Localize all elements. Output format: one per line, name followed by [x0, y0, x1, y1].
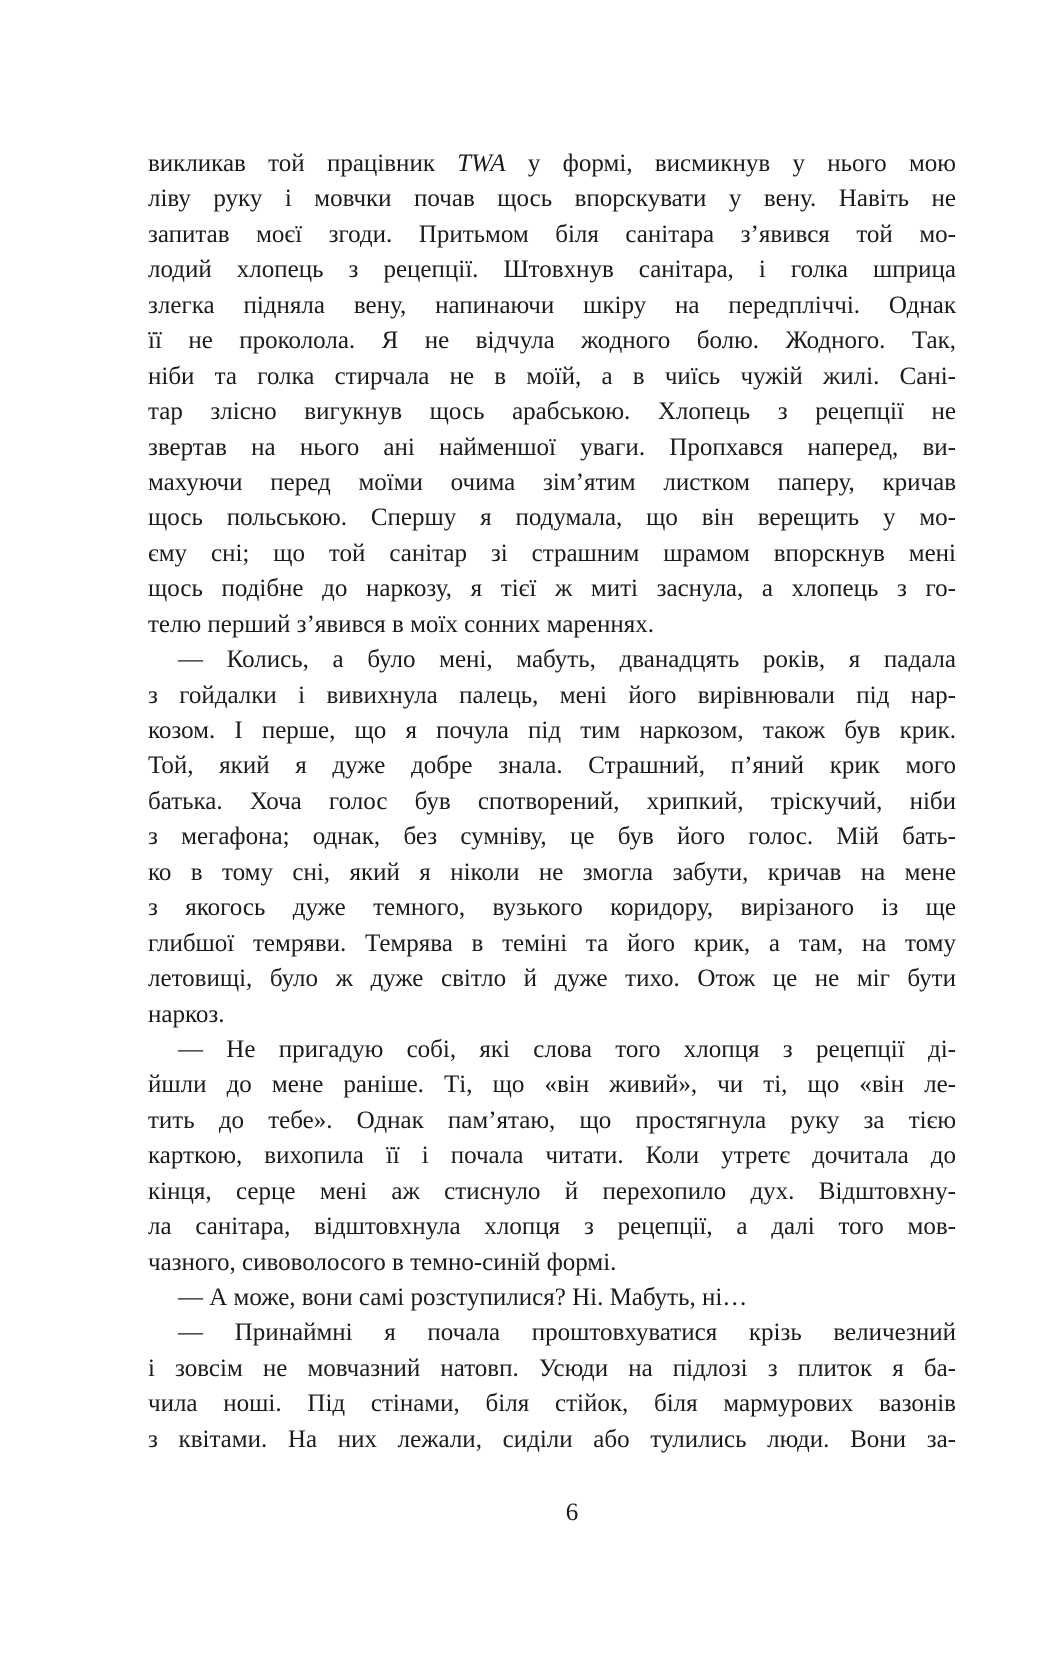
- text-line: ко в тому сні, який я ніколи не змогла забути, кричав на мене: [148, 858, 956, 886]
- text-line: махуючи перед моїми очима зім’ятим листком паперу, кричав: [148, 468, 956, 496]
- text-line: з якогось дуже темного, вузького коридору, вирізаного із ще: [148, 894, 956, 922]
- text-line: ла санітара, відштовхнула хлопця з рецепції, а далі того мов-: [148, 1213, 956, 1241]
- text-line: лодий хлопець з рецепції. Штовхнув санітара, і голка шприца: [148, 256, 956, 284]
- text-line: чазного, сивоволосого в темно-синій формі.: [148, 1248, 617, 1276]
- text-line: злегка підняла вену, напинаючи шкіру на передпліччі. Однак: [148, 291, 956, 319]
- text-line: з гойдалки і вивихнула палець, мені його вирівнювали під нар-: [148, 681, 956, 709]
- text-line: — Колись, а було мені, мабуть, дванадцять років, я падала: [178, 646, 956, 674]
- text-line: з квітами. На них лежали, сиділи або тулились люди. Вони за-: [148, 1425, 956, 1453]
- text-line: щось польською. Спершу я подумала, що він верещить у мо-: [148, 504, 956, 532]
- text-segment: у формі, висмикнув у нього мою: [505, 150, 956, 177]
- text-line: запитав моєї згоди. Притьмом біля санітара з’явився той мо-: [148, 220, 956, 248]
- text-line: ніби та голка стирчала не в моїй, а в чиїсь чужій жилі. Сані-: [148, 362, 956, 390]
- text-line: [148, 146, 956, 181]
- text-line: летовищі, було ж дуже світло й дуже тихо. Отож це не міг бути: [148, 965, 956, 993]
- text-line: карткою, вихопила її і почала читати. Коли утретє дочитала до: [148, 1142, 956, 1170]
- text-line: з мегафона; однак, без сумніву, це був його голос. Мій бать-: [148, 823, 956, 851]
- text-line: тар злісно вигукнув щось арабською. Хлопець з рецепції не: [148, 398, 956, 426]
- text-line: її не проколола. Я не відчула жодного болю. Жодного. Так,: [148, 327, 956, 355]
- text-line: чила ноші. Під стінами, біля стійок, біля мармурових вазонів: [148, 1390, 956, 1418]
- text-line: і зовсім не мовчазний натовп. Усюди на підлозі з плиток я ба-: [148, 1354, 956, 1382]
- italic-abbreviation: TWA: [457, 150, 506, 177]
- text-line: наркоз.: [148, 1000, 225, 1028]
- text-line: козом. І перше, що я почула під тим наркозом, також був крик.: [148, 717, 956, 744]
- text-line: ліву руку і мовчки почав щось впорскувати у вену. Навіть не: [148, 185, 956, 213]
- text-line: йшли до мене раніше. Ті, що «він живий», чи ті, що «він ле-: [148, 1071, 956, 1099]
- page-number: 6: [565, 1499, 579, 1526]
- text-line: телю перший з’явився в моїх сонних мареннях.: [148, 610, 654, 638]
- text-line: батька. Хоча голос був спотворений, хрипкий, тріскучий, ніби: [148, 787, 956, 815]
- text-line: Той, який я дуже добре знала. Страшний, п’яний крик мого: [148, 752, 956, 780]
- text-segment: викликав той працівник: [148, 150, 458, 177]
- text-line: тить до тебе». Однак пам’ятаю, що простягнула руку за тією: [148, 1106, 956, 1134]
- text-line: глибшої темряви. Темрява в теміні та його крик, а там, на тому: [148, 929, 956, 957]
- text-line: — Принаймні я почала проштовхуватися крізь величезний: [178, 1319, 956, 1347]
- text-line: щось подібне до наркозу, я тієї ж миті заснула, а хлопець з го-: [148, 575, 956, 603]
- text-line: звертав на нього ані найменшої уваги. Пропхався наперед, ви-: [148, 433, 956, 461]
- text-line: — А може, вони самі розступилися? Ні. Мабуть, ні…: [178, 1284, 748, 1311]
- text-line: єму сні; що той санітар зі страшним шрамом впорскнув мені: [148, 539, 956, 567]
- text-line: кінця, серце мені аж стиснуло й перехопило дух. Відштовхну-: [148, 1177, 956, 1205]
- text-line: — Не пригадую собі, які слова того хлопця з рецепції ді-: [178, 1035, 956, 1063]
- text-block: [148, 146, 956, 1457]
